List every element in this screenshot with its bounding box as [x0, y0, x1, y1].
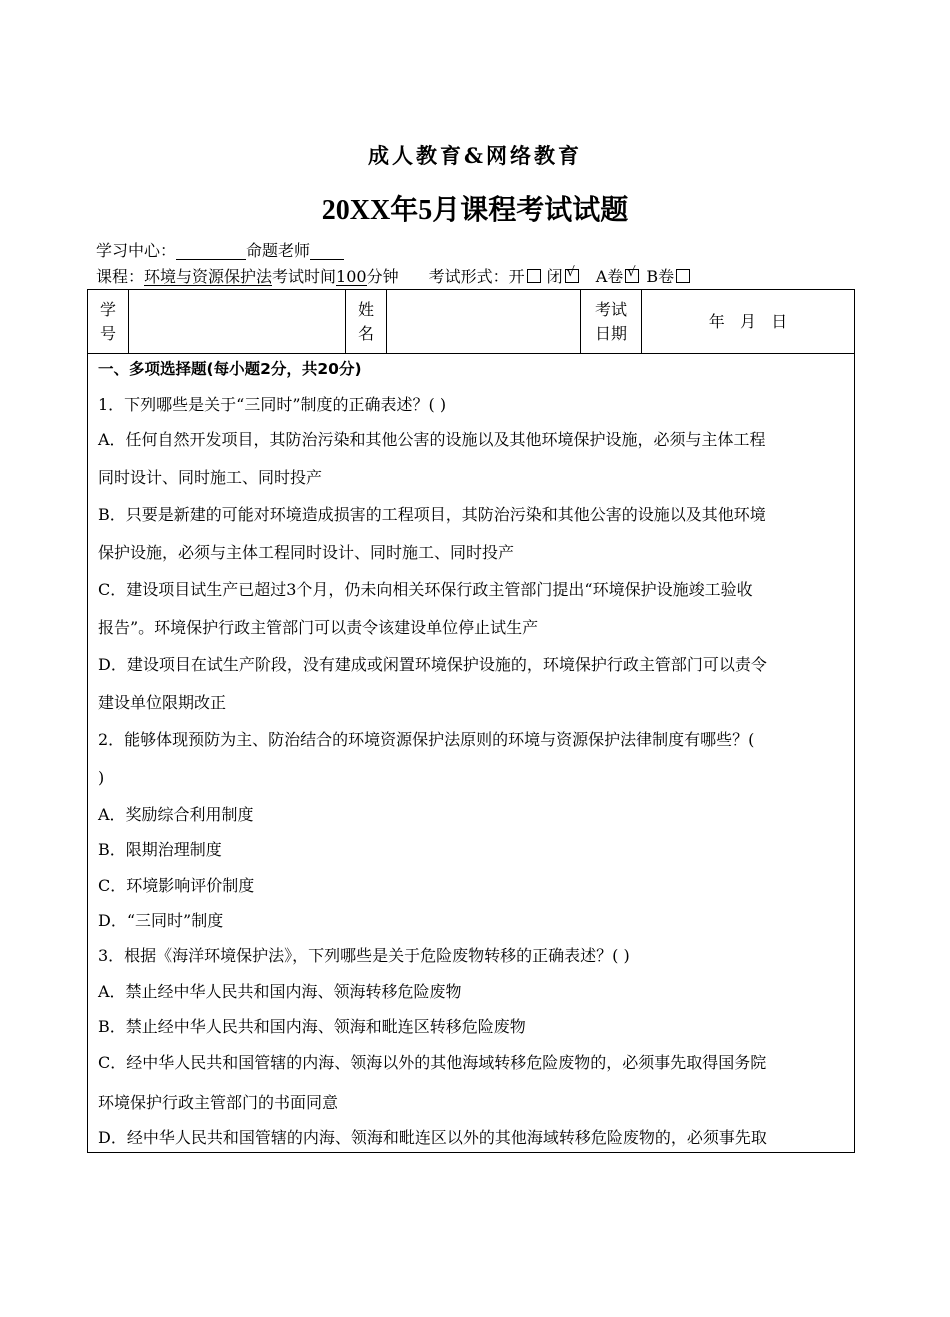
- exam-date-value: 年 月 日: [708, 311, 788, 331]
- paper-a-label: A卷: [590, 267, 624, 286]
- exam-form-label: 考试形式：: [428, 267, 509, 286]
- question-line: 环境保护行政主管部门的书面同意: [98, 1093, 339, 1112]
- name-field[interactable]: [387, 290, 581, 354]
- open-label: 开: [508, 267, 525, 286]
- institution-title: 成人教育&网络教育: [368, 143, 582, 168]
- question-line: C．建设项目试生产已超过3个月，仍未向相关环保行政主管部门提出“环境保护设施竣工验收: [98, 580, 753, 599]
- exam-date-label: [581, 290, 642, 354]
- paper-b-checkbox[interactable]: [676, 269, 690, 283]
- paper-b-label: B卷: [641, 267, 675, 286]
- exam-time-unit: 分钟: [366, 267, 399, 286]
- study-center-line: [96, 238, 344, 261]
- question-line: A．禁止经中华人民共和国内海、领海转移危险废物: [98, 982, 462, 1001]
- student-id-label-bottom: 号: [99, 323, 116, 343]
- paper-a-checkbox[interactable]: [625, 269, 639, 283]
- exam-date-label-bottom: 日期: [594, 323, 627, 343]
- question-line: B．限期治理制度: [98, 840, 222, 859]
- exam-date-field[interactable]: [642, 290, 855, 354]
- question-line: D．经中华人民共和国管辖的内海、领海和毗连区以外的其他海域转移危险废物的，必须事先取: [98, 1128, 767, 1147]
- name-label-top: 姓: [357, 299, 374, 319]
- student-id-label: [88, 290, 129, 354]
- question-line: 建设单位限期改正: [98, 693, 227, 712]
- question-line: 同时设计、同时施工、同时投产: [98, 468, 323, 487]
- question-line: ): [98, 768, 105, 787]
- teacher-blank: [310, 242, 344, 260]
- question-line: B．禁止经中华人民共和国内海、领海和毗连区转移危险废物: [98, 1017, 526, 1036]
- exam-time-label: 考试时间: [272, 267, 337, 286]
- closed-checkbox[interactable]: [565, 269, 579, 283]
- exam-time-value: 100: [336, 267, 367, 286]
- section-title: 一、多项选择题(每小题2分，共20分): [98, 360, 362, 378]
- question-section: [87, 353, 855, 1153]
- question-line: C．经中华人民共和国管辖的内海、领海以外的其他海域转移危险废物的，必须事先取得国务院: [98, 1053, 767, 1072]
- course-label: 课程：: [96, 267, 145, 286]
- question-line: D．“三同时”制度: [98, 911, 224, 930]
- student-id-field[interactable]: [129, 290, 346, 354]
- name-label: [346, 290, 387, 354]
- question-line: A．任何自然开发项目，其防治污染和其他公害的设施以及其他环境保护设施，必须与主体工程: [98, 430, 766, 449]
- question-line: 1．下列哪些是关于“三同时”制度的正确表述？( ): [98, 395, 447, 414]
- closed-label: 闭: [546, 267, 563, 286]
- name-label-bottom: 名: [357, 323, 374, 343]
- question-line: D．建设项目在试生产阶段，没有建成或闲置环境保护设施的，环境保护行政主管部门可以责令: [98, 655, 767, 674]
- student-id-label-top: 学: [99, 299, 116, 319]
- course-name: 环境与资源保护法: [144, 267, 273, 286]
- study-center-label: 学习中心：: [96, 241, 177, 260]
- question-line: C．环境影响评价制度: [98, 876, 255, 895]
- question-line: 3．根据《海洋环境保护法》，下列哪些是关于危险废物转移的正确表述？( ): [98, 946, 630, 965]
- course-line: [96, 264, 692, 287]
- question-line: B．只要是新建的可能对环境造成损害的工程项目，其防治污染和其他公害的设施以及其他环境: [98, 505, 766, 524]
- question-line: 报告”。环境保护行政主管部门可以责令该建设单位停止试生产: [98, 618, 539, 637]
- student-info-table: [87, 289, 855, 354]
- open-checkbox[interactable]: [527, 269, 541, 283]
- question-line: 保护设施，必须与主体工程同时设计、同时施工、同时投产: [98, 543, 515, 562]
- question-line: 2．能够体现预防为主、防治结合的环境资源保护法原则的环境与资源保护法律制度有哪些？(: [98, 730, 755, 749]
- teacher-label: 命题老师: [246, 241, 311, 260]
- study-center-blank: [176, 242, 246, 260]
- exam-date-label-top: 考试: [594, 299, 627, 319]
- exam-title: 20XX年5月课程考试试题: [321, 195, 629, 226]
- question-line: A．奖励综合利用制度: [98, 805, 254, 824]
